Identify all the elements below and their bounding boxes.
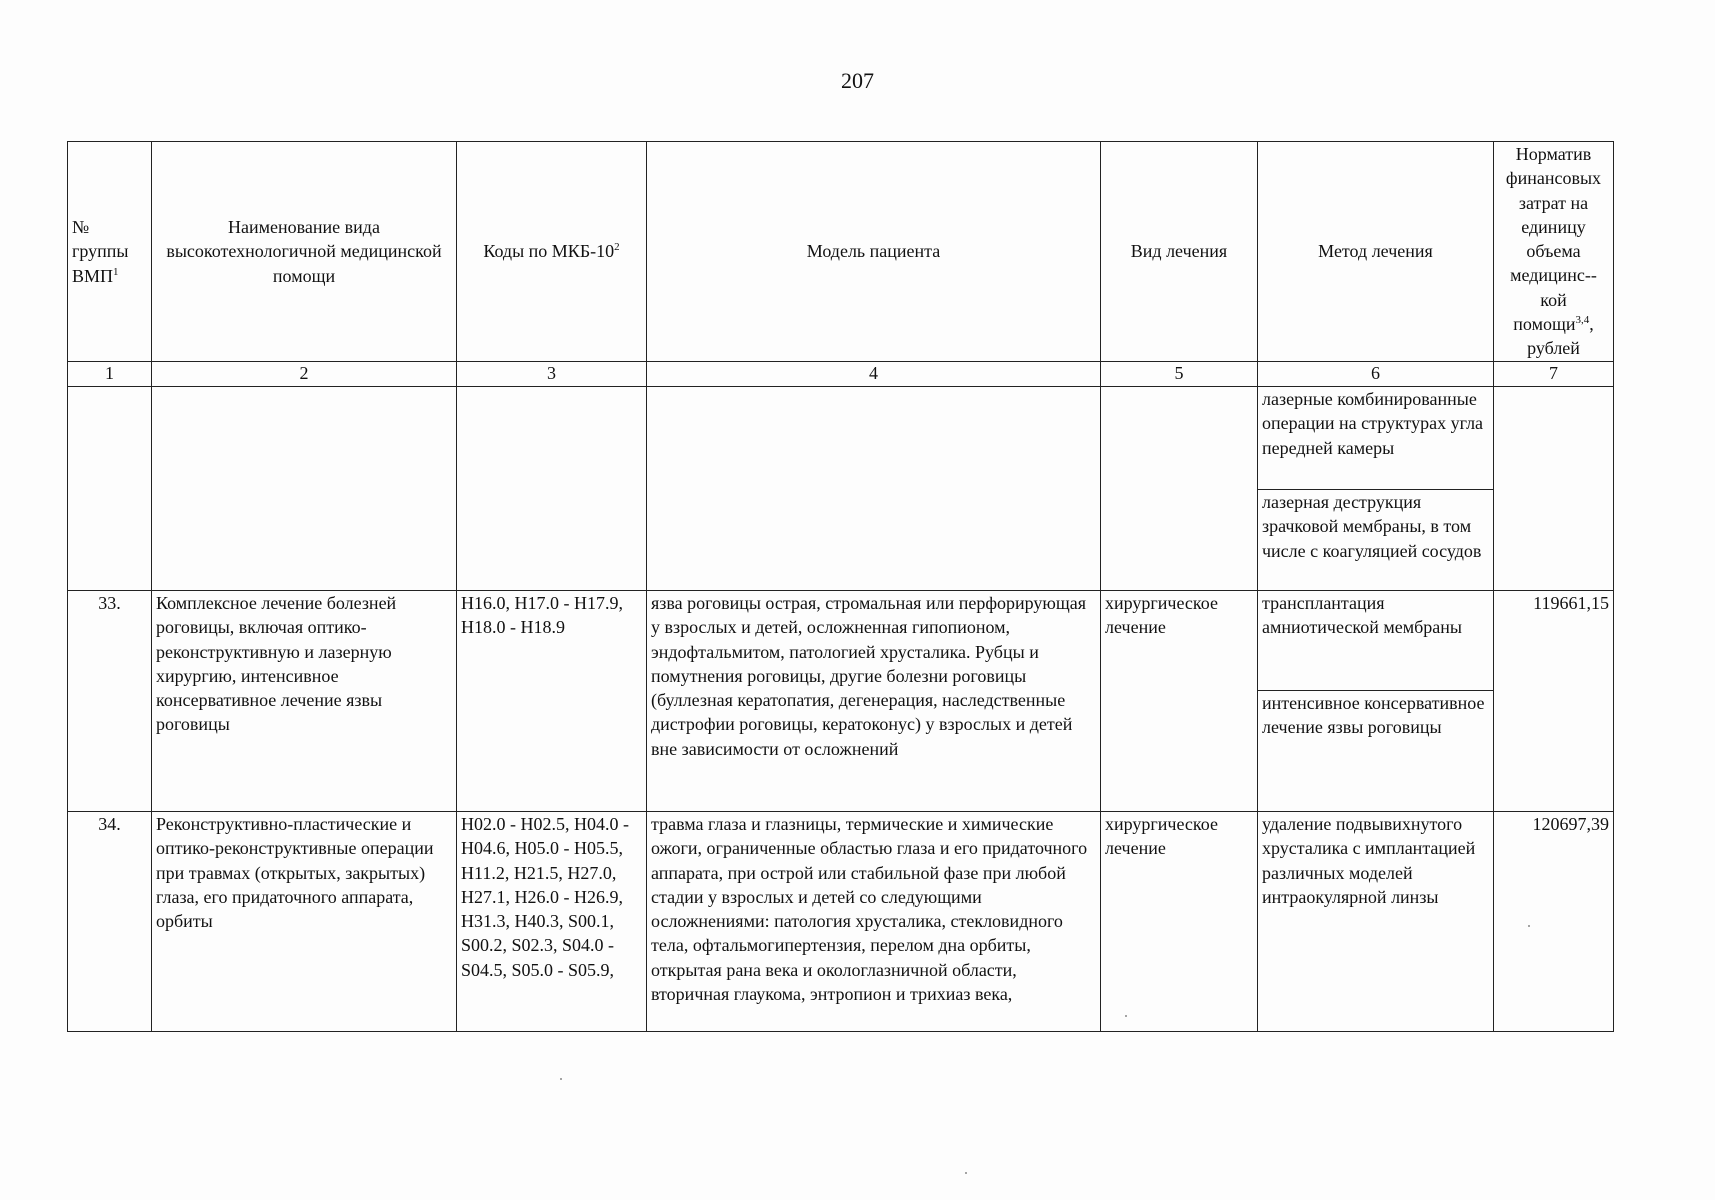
column-number: 2 [152, 362, 457, 387]
column-number: 3 [457, 362, 647, 387]
header-icd-codes: Коды по МКБ-$10^2$ [457, 142, 647, 362]
empty-cell [1494, 387, 1614, 591]
header-patient-model: Модель пациента [647, 142, 1101, 362]
column-number: 1 [68, 362, 152, 387]
table-row-group-33 [68, 591, 1614, 691]
cost-norm: 119661,15 [1494, 591, 1614, 812]
table-row-continuation [68, 387, 1614, 490]
header-cost-norm: Норматив финансовых затрат на единицу объема медицинс-- кой помощи$^{3,4}$, рублей [1494, 142, 1614, 362]
empty-cell [1101, 387, 1258, 591]
column-number: 4 [647, 362, 1101, 387]
patient-model: язва роговицы острая, стромальная или перфорирующая у взрослых и детей, осложненная гипопионом, эндофтальмитом, патологией хрусталика. Рубцы и помутнения роговицы, другие болезни роговицы (буллезная кератопатия, дегенерация, наследственные дистрофии роговицы, кератоконус) у взрослых и детей вне зависимости от осложнений [647, 591, 1101, 812]
scan-speck [965, 1172, 967, 1174]
column-number: 7 [1494, 362, 1614, 387]
column-number: 5 [1101, 362, 1258, 387]
empty-cell [68, 387, 152, 591]
group-number: 34. [68, 812, 152, 1032]
column-number-row [68, 362, 1614, 387]
empty-cell [457, 387, 647, 591]
scan-speck [1528, 925, 1530, 927]
header-treatment-type: Вид лечения [1101, 142, 1258, 362]
method-cell: удаление подвывихнутого хрусталика с имплантацией различных моделей интраокулярной линзы [1258, 812, 1494, 1032]
empty-cell [647, 387, 1101, 591]
vmp-table [67, 141, 1614, 1032]
scan-speck [560, 1078, 562, 1080]
table-row-group-34 [68, 812, 1614, 1032]
header-treatment-method: Метод лечения [1258, 142, 1494, 362]
scan-speck [1125, 1015, 1127, 1017]
page-number: 207 [841, 68, 874, 93]
patient-model: травма глаза и глазницы, термические и химические ожоги, ограниченные областью глаза и его придаточного аппарата, при острой или стабильной фазе при любой стадии у взрослых и детей со следующими осложнениями: патология хрусталика, стекловидного тела, офтальмогипертензия, перелом дна орбиты, открытая рана века и окологлазничной области, вторичная глаукома, энтропион и трихиаз века, [647, 812, 1101, 1032]
group-number: 33. [68, 591, 152, 812]
method-cell: лазерные комбинированные операции на структурах угла передней камеры [1258, 387, 1494, 490]
header-group-number: № группы ВМП$^1$ [68, 142, 152, 362]
method-cell: трансплантация амниотической мембраны [1258, 591, 1494, 691]
header-row [68, 142, 1614, 362]
treatment-type: хирургическое лечение [1101, 591, 1258, 812]
column-number: 6 [1258, 362, 1494, 387]
header-care-name: Наименование вида высокотехнологичной медицинской помощи [152, 142, 457, 362]
method-cell: интенсивное консервативное лечение язвы роговицы [1258, 691, 1494, 812]
method-cell: лазерная деструкция зрачковой мембраны, в том числе с коагуляцией сосудов [1258, 490, 1494, 591]
icd-codes: H02.0 - H02.5, H04.0 - H04.6, H05.0 - H05.5, H11.2, H21.5, H27.0, H27.1, H26.0 - H26.9, H31.3, H40.3, S00.1, S00.2, S02.3, S04.0 - S04.5, S05.0 - S05.9, [457, 812, 647, 1032]
icd-codes: H16.0, H17.0 - H17.9, H18.0 - H18.9 [457, 591, 647, 812]
empty-cell [152, 387, 457, 591]
cost-norm: 120697,39 [1494, 812, 1614, 1032]
care-name: Комплексное лечение болезней роговицы, включая оптико-реконструктивную и лазерную хирургию, интенсивное консервативное лечение язвы роговицы [152, 591, 457, 812]
treatment-type: хирургическое лечение [1101, 812, 1258, 1032]
care-name: Реконструктивно-пластические и оптико-реконструктивные операции при травмах (открытых, закрытых) глаза, его придаточного аппарата, орбиты [152, 812, 457, 1032]
